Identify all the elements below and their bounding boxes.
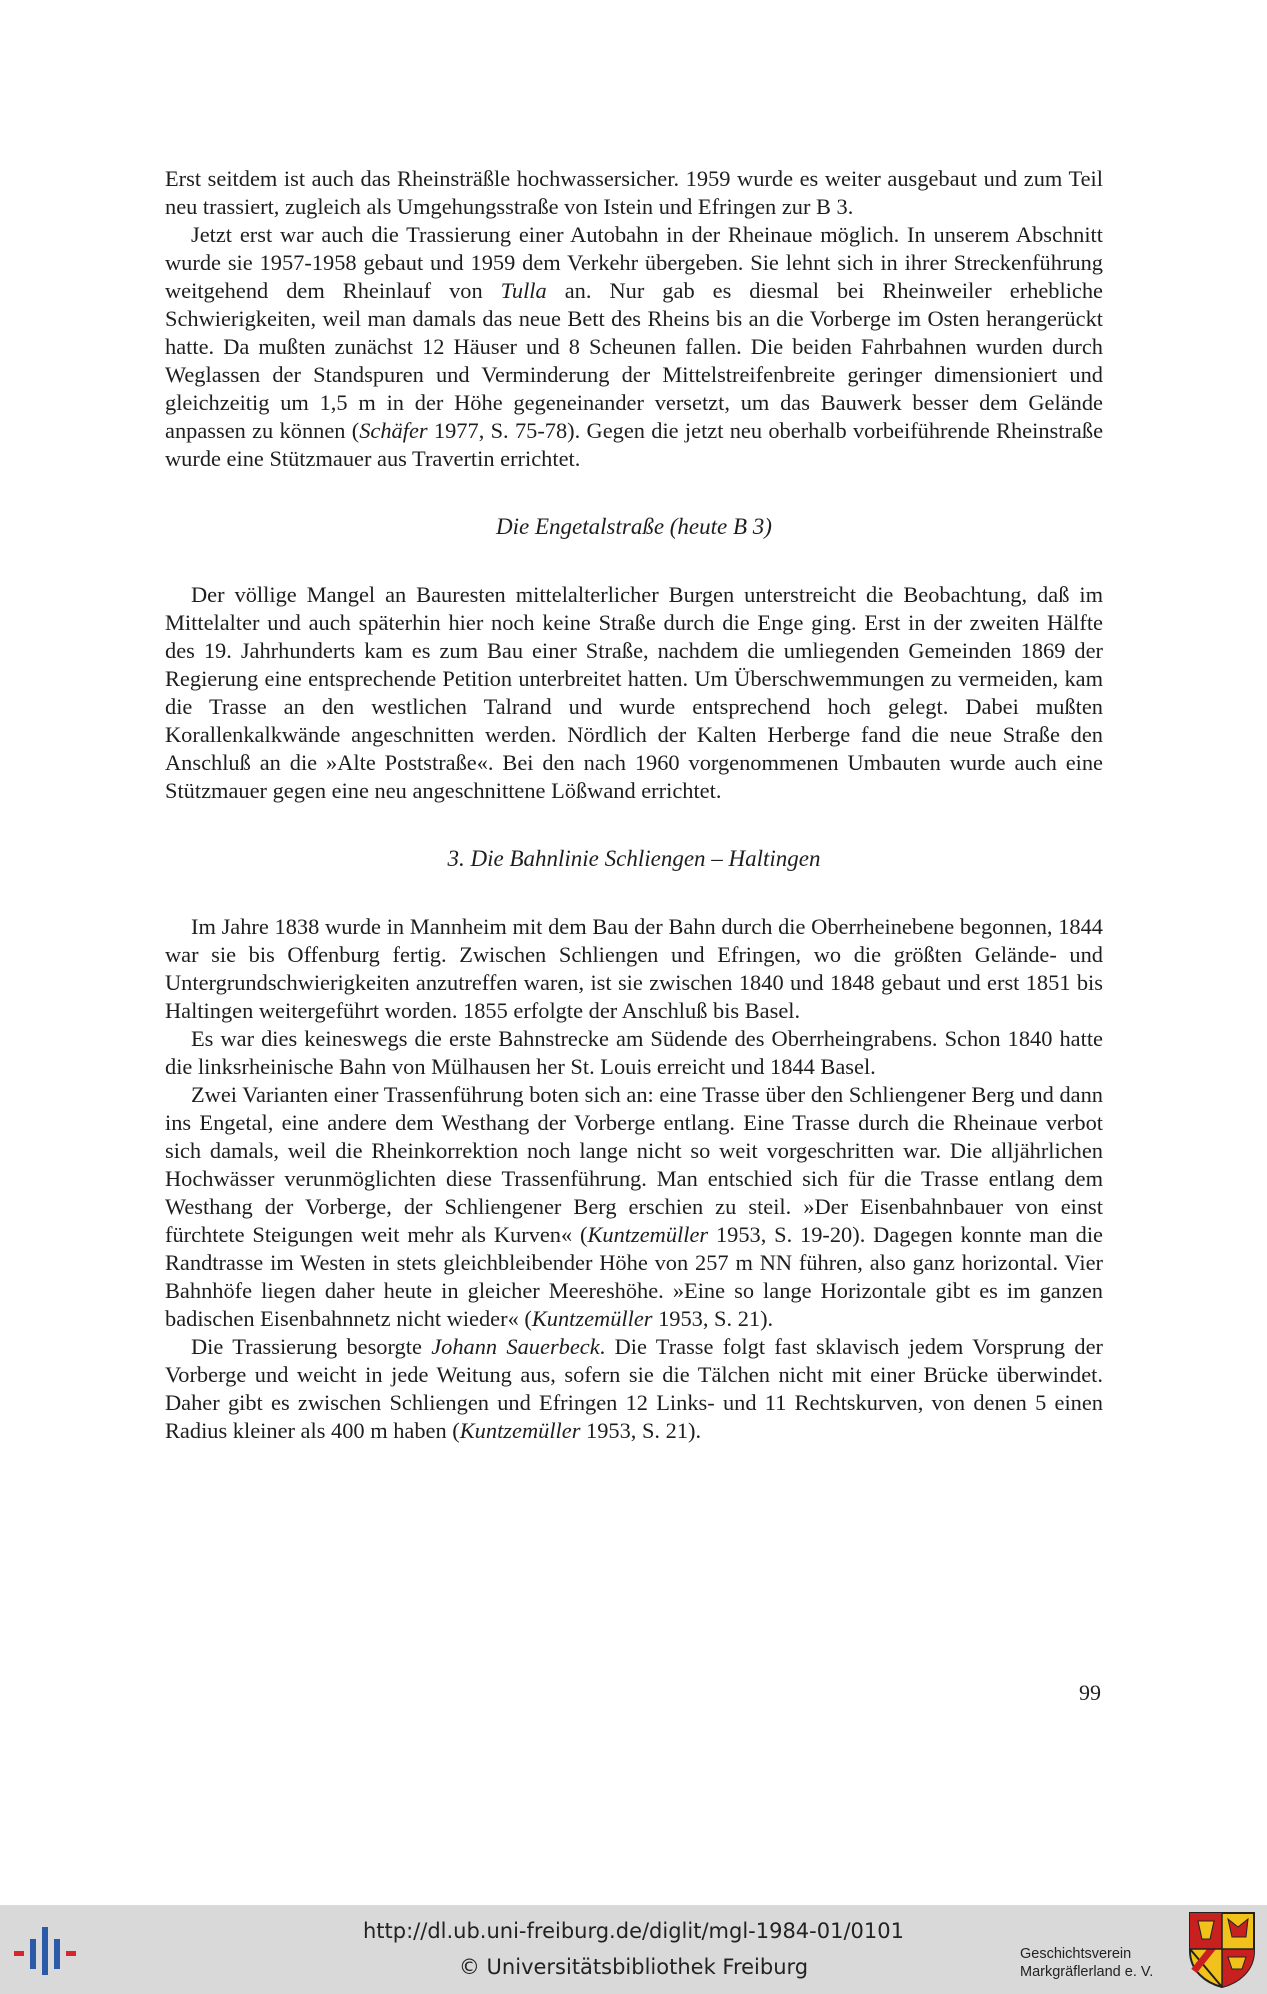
person-name: Johann Sauerbeck	[431, 1334, 600, 1359]
author-name: Tulla	[500, 278, 547, 303]
paragraph	[165, 1081, 1103, 1333]
text-run: 1953, S. 21).	[652, 1306, 774, 1331]
footer-copyright: © Universitätsbibliothek Freiburg	[458, 1955, 809, 1979]
paragraph	[165, 221, 1103, 473]
author-name: Kuntzemüller	[531, 1306, 653, 1331]
text-run: Die Trassierung besorgte	[191, 1334, 432, 1359]
org-name-line: Markgräflerland e. V.	[1020, 1964, 1154, 1980]
text-run: 1977, S. 75-78). Gegen die jetzt neu oberhalb vorbeiführende Rheinstraße wurde eine Stützmauer aus Travertin errichtet.	[165, 418, 1104, 471]
paragraph: Im Jahre 1838 wurde in Mannheim mit dem Bau der Bahn durch die Oberrheinebene begonnen, 1844 war sie bis Offenburg fertig. Zwischen Schliengen und Efringen, wo die größten Gelände- und Untergrundschwierigkeiten anzutreffen waren, ist sie zwischen 1840 und 1848 gebaut und erst 1851 bis Haltingen weitergeführt worden. 1855 erfolgte der Anschluß bis Basel.	[165, 914, 1103, 1023]
text-run: an. Nur gab es diesmal bei Rheinweiler erhebliche Schwierigkeiten, weil man damals das neue Bett des Rheins bis an die Vorberge im Osten herangerückt hatte. Da mußten zunächst 12 Häuser und 8 Scheunen fallen. Die beiden Fahrbahnen wurden durch Weglassen der Standspuren und Verminderung der Mittelstreifenbreite geringer dimensioniert und gleichzeitig um 1,5 m in der Höhe gegeneinander versetzt, um das Bauwerk besser dem Gelände anpassen zu können (	[165, 278, 1103, 443]
footer-organization	[1020, 1945, 1153, 1981]
footer-bar	[0, 1905, 1267, 1994]
text-run: . Die Trasse folgt fast sklavisch jedem Vorsprung der Vorberge und weicht in jede Weitung aus, sofern sie die Tälchen nicht mit einer Brücke überwindet. Daher gibt es zwischen Schliengen und Efringen 12 Links- und 11 Rechtskurven, von denen 5 einen Radius kleiner als 400 m haben (	[165, 1334, 1103, 1443]
footer-url-link[interactable]: http://dl.ub.uni-freiburg.de/diglit/mgl-1984-01/0101	[362, 1919, 904, 1943]
page-body	[165, 165, 1103, 1445]
text-run: 1953, S. 19-20). Dagegen konnte man die Randtrasse im Westen in stets gleichbleibender Höhe von 257 m NN führen, also ganz horizontal. Vier Bahnhöfe liegen daher heute in gleicher Meereshöhe. »Eine so lange Horizontale gibt es im ganzen badischen Eisenbahnnetz nicht wieder« (	[165, 1222, 1103, 1331]
author-name: Kuntzemüller	[459, 1418, 581, 1443]
author-name: Kuntzemüller	[587, 1222, 709, 1247]
paragraph: Der völlige Mangel an Bauresten mittelalterlicher Burgen unterstreicht die Beobachtung, daß im Mittelalter und auch späterhin hier noch keine Straße durch die Enge ging. Erst in der zweiten Hälfte des 19. Jahrhunderts kam es zum Bau einer Straße, nachdem die umliegenden Gemeinden 1869 der Regierung eine entsprechende Petition unterbreitet hatten. Um Überschwemmungen zu vermeiden, kam die Trasse an den westlichen Talrand und wurde entsprechend hoch gelegt. Dabei mußten Korallenkalkwände angeschnitten werden. Nördlich der Kalten Herberge fand die neue Straße den Anschluß an die »Alte Poststraße«. Bei den nach 1960 vorgenommenen Umbauten wurde auch eine Stützmauer gegen eine neu angeschnittene Lößwand errichtet.	[165, 582, 1103, 803]
paragraph	[165, 1333, 1103, 1445]
page-number: 99	[1079, 1680, 1101, 1705]
text-run: Zwei Varianten einer Trassenführung boten sich an: eine Trasse über den Schliengener Berg und dann ins Engetal, eine andere dem Westhang der Vorberge entlang. Eine Trasse durch die Rheinaue verbot sich damals, weil die Rheinkorrektion noch lange nicht so weit vorgeschritten war. Die alljährlichen Hochwässer verunmöglichten diese Trassenführung. Man entschied sich für die Trasse entlang dem Westhang der Vorberge, der Schliengener Berg erschien zu steil. »Der Eisenbahnbauer von einst fürchtete Steigungen weit mehr als Kurven« (	[165, 1082, 1103, 1247]
text-run: 1953, S. 21).	[580, 1418, 702, 1443]
paragraph: Es war dies keineswegs die erste Bahnstrecke am Südende des Oberrheingrabens. Schon 1840 hatte die linksrheinische Bahn von Mülhausen her St. Louis erreicht und 1844 Basel.	[165, 1026, 1103, 1079]
section-heading: Die Engetalstraße (heute B 3)	[496, 514, 772, 539]
text-run: Jetzt erst war auch die Trassierung einer Autobahn in der Rheinaue möglich. In unserem Abschnitt wurde sie 1957-1958 gebaut und 1959 dem Verkehr übergeben. Sie lehnt sich in ihrer Streckenführung weitgehend dem Rheinlauf von	[165, 222, 1103, 303]
section-heading: 3. Die Bahnlinie Schliengen – Haltingen	[447, 846, 821, 871]
author-name: Schäfer	[359, 418, 428, 443]
paragraph: Erst seitdem ist auch das Rheinsträßle hochwassersicher. 1959 wurde es weiter ausgebaut und zum Teil neu trassiert, zugleich als Umgehungsstraße von Istein und Efringen zur B 3.	[165, 166, 1103, 219]
coat-of-arms-icon[interactable]	[1188, 1911, 1256, 1989]
org-name-line: Geschichtsverein	[1020, 1946, 1132, 1962]
